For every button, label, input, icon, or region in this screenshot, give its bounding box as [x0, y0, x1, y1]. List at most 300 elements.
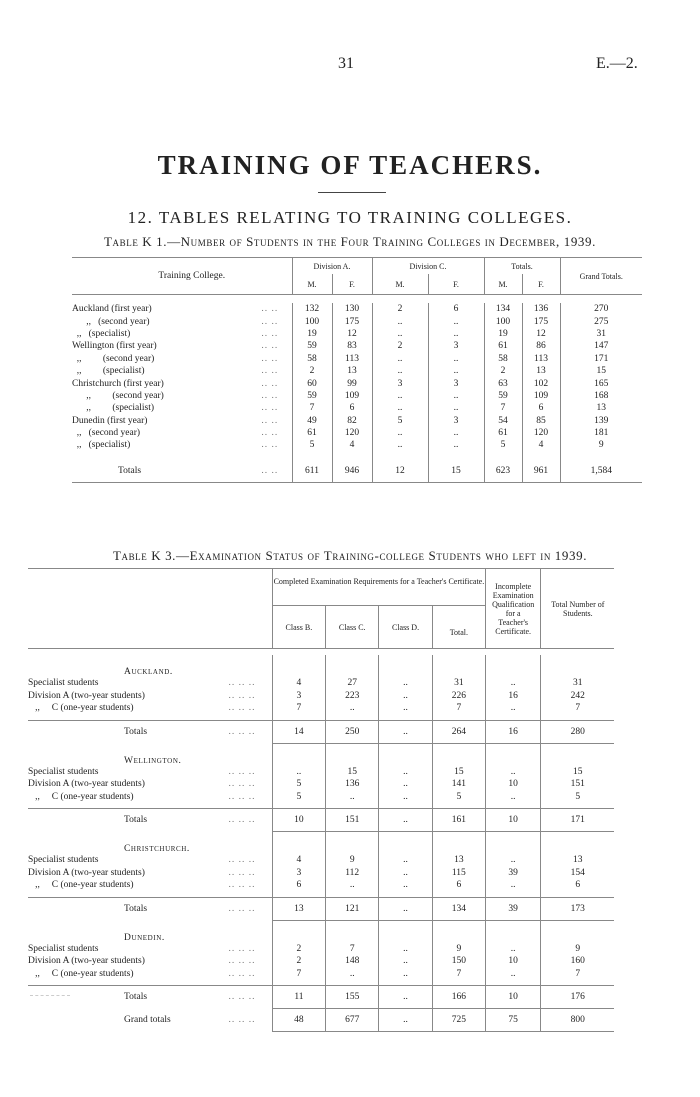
col-t-m: M.: [484, 274, 522, 295]
cell: ..: [372, 427, 428, 439]
cell: 223: [326, 690, 379, 703]
leader-dots: .. ..: [261, 403, 279, 414]
cell: 11: [272, 986, 325, 1009]
cell: [326, 743, 379, 766]
cell: 4: [272, 854, 325, 867]
cell: 49: [292, 415, 332, 427]
col-totals: Totals.: [484, 258, 560, 275]
cell: 86: [522, 340, 560, 352]
cell: [379, 655, 432, 677]
cell: 3: [428, 340, 484, 352]
col-class-d: Class D.: [379, 606, 432, 649]
table-row: [72, 377, 642, 389]
cell: 16: [486, 720, 541, 743]
section-heading: Dunedin.: [124, 932, 165, 943]
cell: [432, 920, 485, 943]
cell: 120: [522, 427, 560, 439]
cell: 9: [326, 854, 379, 867]
leader-dots: .. .. ..: [228, 867, 256, 878]
row-label: Division A (two-year students): [28, 690, 145, 701]
cell: 82: [332, 415, 372, 427]
cell: 27: [326, 677, 379, 690]
cell: 2: [372, 340, 428, 352]
cell: 13: [560, 402, 642, 414]
cell: ..: [379, 854, 432, 867]
cell: 113: [332, 353, 372, 365]
row-label: ,, (specialist): [72, 328, 131, 339]
cell: 59: [484, 390, 522, 402]
cell: [486, 655, 541, 677]
cell: ..: [379, 677, 432, 690]
cell: 121: [326, 897, 379, 920]
cell: 171: [541, 809, 615, 832]
table-row: [72, 353, 642, 365]
row-label: Christchurch (first year): [72, 378, 164, 389]
cell: 102: [522, 377, 560, 389]
cell: ..: [379, 955, 432, 968]
cell: 115: [432, 867, 485, 880]
cell: 677: [326, 1009, 379, 1032]
cell: 800: [541, 1009, 615, 1032]
cell: 961: [522, 452, 560, 483]
cell: 725: [432, 1009, 485, 1032]
col-t-f: F.: [522, 274, 560, 295]
table-row: [28, 955, 672, 968]
cell: [486, 920, 541, 943]
cell: 5: [541, 791, 615, 804]
leader-dots: .. .. ..: [228, 956, 256, 967]
cell: 5: [272, 778, 325, 791]
cell: [272, 655, 325, 677]
table-row: [72, 415, 642, 427]
cell: 59: [292, 340, 332, 352]
cell: 175: [522, 315, 560, 327]
totals-label: Totals: [118, 465, 142, 476]
cell: 100: [484, 315, 522, 327]
cell: 147: [560, 340, 642, 352]
col-class-c: Class C.: [326, 606, 379, 649]
col-a-f: F.: [332, 274, 372, 295]
cell: 5: [432, 791, 485, 804]
col-division-a: Division A.: [292, 258, 372, 275]
leader-dots: .. .. ..: [212, 720, 272, 743]
col-division-c: Division C.: [372, 258, 484, 275]
cell: 61: [484, 340, 522, 352]
cell: 134: [432, 897, 485, 920]
cell: 4: [522, 439, 560, 451]
leader-dots: .. ..: [261, 390, 279, 401]
cell: 60: [292, 377, 332, 389]
cell: ..: [379, 986, 432, 1009]
cell: [541, 655, 615, 677]
cell: [326, 655, 379, 677]
cell: ..: [326, 879, 379, 892]
cell: 2: [484, 365, 522, 377]
cell: 7: [432, 702, 485, 715]
cell: 6: [522, 402, 560, 414]
cell: 946: [332, 452, 372, 483]
page-edge-fragment: [30, 995, 70, 996]
leader-dots: .. .. ..: [228, 968, 256, 979]
cell: 6: [428, 303, 484, 315]
table-row: [28, 677, 672, 690]
cell: ..: [428, 328, 484, 340]
cell: 2: [372, 303, 428, 315]
leader-dots: .. ..: [261, 366, 279, 377]
page-title: TRAINING OF TEACHERS.: [157, 150, 543, 180]
cell: 12: [372, 452, 428, 483]
col-class-b: Class B.: [272, 606, 325, 649]
leader-dots: .. ..: [261, 341, 279, 352]
cell: 3: [428, 415, 484, 427]
cell: 6: [541, 879, 615, 892]
cell: 226: [432, 690, 485, 703]
cell: ..: [486, 766, 541, 779]
cell: 9: [560, 439, 642, 451]
cell: 16: [486, 690, 541, 703]
cell: 7: [432, 968, 485, 981]
cell: 154: [541, 867, 615, 880]
row-label: Specialist students: [28, 855, 99, 866]
table-row: [72, 439, 642, 451]
cell: ..: [326, 968, 379, 981]
cell: 12: [522, 328, 560, 340]
table-row: [28, 778, 672, 791]
row-label: ,, (second year): [72, 353, 155, 364]
row-label: Specialist students: [28, 766, 99, 777]
cell: ..: [428, 390, 484, 402]
cell: 2: [272, 943, 325, 956]
cell: 6: [332, 402, 372, 414]
table-row: [72, 427, 642, 439]
cell: ..: [486, 791, 541, 804]
cell: ..: [272, 766, 325, 779]
section-heading-row: [28, 655, 672, 677]
cell: ..: [379, 720, 432, 743]
cell: 611: [292, 452, 332, 483]
row-label: Specialist students: [28, 943, 99, 954]
cell: 3: [372, 377, 428, 389]
cell: 151: [326, 809, 379, 832]
table-row: [28, 867, 672, 880]
cell: 113: [522, 353, 560, 365]
cell: 5: [484, 439, 522, 451]
row-label: Division A (two-year students): [28, 956, 145, 967]
cell: 10: [486, 955, 541, 968]
leader-dots: .. ..: [261, 428, 279, 439]
table-row: [28, 943, 672, 956]
spacer: [212, 920, 272, 943]
totals-label: Totals: [28, 986, 212, 1009]
leader-dots: .. ..: [261, 440, 279, 451]
leader-dots: .. ..: [261, 304, 279, 315]
cell: 9: [541, 943, 615, 956]
leader-dots: .. .. ..: [228, 880, 256, 891]
cell: 136: [522, 303, 560, 315]
cell: 3: [272, 867, 325, 880]
section-heading-row: [28, 743, 672, 766]
totals-label: Totals: [28, 720, 212, 743]
cell: [432, 832, 485, 855]
cell: [486, 743, 541, 766]
cell: 19: [484, 328, 522, 340]
cell: ..: [372, 390, 428, 402]
cell: 31: [541, 677, 615, 690]
cell: 151: [541, 778, 615, 791]
cell: [272, 743, 325, 766]
col-c-f: F.: [428, 274, 484, 295]
table-row: [72, 315, 642, 327]
cell: 7: [484, 402, 522, 414]
cell: 14: [272, 720, 325, 743]
cell: 150: [432, 955, 485, 968]
col-total: Total.: [432, 606, 485, 649]
cell: ..: [379, 766, 432, 779]
row-label: Auckland (first year): [72, 304, 152, 315]
cell: 10: [486, 986, 541, 1009]
page-number: 31: [338, 55, 354, 72]
cell: 58: [484, 353, 522, 365]
cell: 155: [326, 986, 379, 1009]
cell: ..: [428, 365, 484, 377]
cell: 61: [484, 427, 522, 439]
leader-dots: .. .. ..: [228, 779, 256, 790]
cell: 6: [432, 879, 485, 892]
cell: ..: [428, 427, 484, 439]
table-row: [28, 702, 672, 715]
leader-dots: .. .. ..: [212, 897, 272, 920]
cell: 6: [272, 879, 325, 892]
cell: ..: [486, 702, 541, 715]
cell: [541, 832, 615, 855]
cell: 176: [541, 986, 615, 1009]
table-row: [28, 968, 672, 981]
cell: 7: [272, 968, 325, 981]
leader-dots: .. ..: [261, 415, 279, 426]
leader-dots: .. ..: [261, 378, 279, 389]
cell: [379, 920, 432, 943]
leader-dots: .. .. ..: [228, 943, 256, 954]
leader-dots: .. .. ..: [228, 1015, 256, 1025]
cell: 15: [541, 766, 615, 779]
row-label: Wellington (first year): [72, 341, 157, 352]
row-label: ,, (specialist): [72, 440, 131, 451]
spacer: [212, 832, 272, 855]
cell: ..: [486, 968, 541, 981]
cell: 5: [292, 439, 332, 451]
table-k3: [28, 568, 672, 1032]
cell: 31: [560, 328, 642, 340]
cell: 166: [432, 986, 485, 1009]
leader-dots: .. ..: [261, 465, 279, 476]
cell: 168: [560, 390, 642, 402]
cell: ..: [379, 968, 432, 981]
cell: 48: [272, 1009, 325, 1032]
cell: ..: [326, 791, 379, 804]
cell: 3: [428, 377, 484, 389]
col-training-college: Training College.: [72, 258, 292, 295]
row-label: ,, C (one-year students): [28, 968, 134, 979]
cell: ..: [379, 943, 432, 956]
cell: 7: [326, 943, 379, 956]
row-label: Division A (two-year students): [28, 779, 145, 790]
section-heading-row: [28, 832, 672, 855]
totals-row: [28, 897, 672, 920]
cell: 13: [272, 897, 325, 920]
grand-totals-label: Grand totals: [124, 1015, 171, 1025]
leader-dots: .. .. ..: [212, 809, 272, 832]
cell: 13: [332, 365, 372, 377]
table-row: [28, 854, 672, 867]
table-row: [28, 791, 672, 804]
cell: 280: [541, 720, 615, 743]
cell: ..: [372, 328, 428, 340]
cell: 31: [432, 677, 485, 690]
cell: 112: [326, 867, 379, 880]
cell: 181: [560, 427, 642, 439]
leader-dots: .. .. ..: [228, 703, 256, 714]
section-heading: Christchurch.: [124, 844, 190, 854]
row-label: Division A (two-year students): [28, 867, 145, 878]
cell: ..: [428, 439, 484, 451]
cell: 75: [486, 1009, 541, 1032]
title-rule: [318, 192, 386, 193]
leader-dots: .. .. ..: [228, 678, 256, 689]
cell: ..: [428, 315, 484, 327]
cell: 7: [272, 702, 325, 715]
cell: [326, 920, 379, 943]
cell: 59: [292, 390, 332, 402]
cell: 7: [292, 402, 332, 414]
cell: [379, 743, 432, 766]
table-k1: [72, 257, 642, 487]
cell: 9: [432, 943, 485, 956]
cell: ..: [379, 690, 432, 703]
cell: 275: [560, 315, 642, 327]
col-completed: Completed Examination Requirements for a Teacher's Certificate.: [272, 569, 485, 606]
table-row: [72, 328, 642, 340]
table-row: [72, 340, 642, 352]
cell: ..: [372, 365, 428, 377]
cell: 7: [541, 968, 615, 981]
cell: ..: [428, 402, 484, 414]
cell: 15: [428, 452, 484, 483]
col-grand-totals: Grand Totals.: [560, 258, 642, 295]
cell: 39: [486, 867, 541, 880]
col-incomplete: Incomplete Examination Qualification for a Teacher's Certificate.: [486, 569, 541, 649]
cell: ..: [326, 702, 379, 715]
table-row: [28, 690, 672, 703]
cell: [272, 920, 325, 943]
cell: 165: [560, 377, 642, 389]
totals-row: [28, 809, 672, 832]
cell: 58: [292, 353, 332, 365]
cell: 15: [432, 766, 485, 779]
cell: 12: [332, 328, 372, 340]
cell: 175: [332, 315, 372, 327]
row-label: ,, (second year): [72, 390, 164, 401]
cell: 83: [332, 340, 372, 352]
leader-dots: .. .. ..: [212, 986, 272, 1009]
cell: 623: [484, 452, 522, 483]
cell: 242: [541, 690, 615, 703]
cell: ..: [486, 943, 541, 956]
cell: 100: [292, 315, 332, 327]
leader-dots: .. ..: [261, 316, 279, 327]
table-k1-caption: Table K 1.—Number of Students in the Four Training Colleges in December, 1939.: [104, 234, 596, 249]
cell: 3: [272, 690, 325, 703]
section-heading-row: [28, 920, 672, 943]
cell: 264: [432, 720, 485, 743]
cell: ..: [372, 439, 428, 451]
table-row: [72, 303, 642, 315]
cell: ..: [486, 677, 541, 690]
cell: 5: [372, 415, 428, 427]
cell: ..: [379, 702, 432, 715]
cell: 120: [332, 427, 372, 439]
cell: 39: [486, 897, 541, 920]
cell: 13: [541, 854, 615, 867]
cell: 15: [326, 766, 379, 779]
cell: 85: [522, 415, 560, 427]
cell: 5: [272, 791, 325, 804]
leader-dots: .. .. ..: [228, 766, 256, 777]
leader-dots: .. .. ..: [228, 690, 256, 701]
cell: 148: [326, 955, 379, 968]
cell: [432, 743, 485, 766]
col-a-m: M.: [292, 274, 332, 295]
cell: ..: [379, 879, 432, 892]
cell: 130: [332, 303, 372, 315]
col-c-m: M.: [372, 274, 428, 295]
cell: 171: [560, 353, 642, 365]
cell: 10: [272, 809, 325, 832]
cell: ..: [379, 809, 432, 832]
spacer: [212, 743, 272, 766]
totals-row: [28, 986, 672, 1009]
row-label: ,, (specialist): [72, 366, 145, 377]
row-label: ,, (second year): [72, 428, 141, 439]
cell: [486, 832, 541, 855]
col-total-number: Total Number of Students.: [541, 569, 615, 649]
cell: ..: [486, 854, 541, 867]
cell: 10: [486, 809, 541, 832]
table-row: [28, 766, 672, 779]
row-label: Dunedin (first year): [72, 415, 148, 426]
cell: 173: [541, 897, 615, 920]
cell: 141: [432, 778, 485, 791]
row-label: ,, C (one-year students): [28, 791, 134, 802]
table-k3-caption: Table K 3.—Examination Status of Training-college Students who left in 1939.: [112, 548, 588, 563]
cell: 19: [292, 328, 332, 340]
cell: 270: [560, 303, 642, 315]
cell: 61: [292, 427, 332, 439]
cell: ..: [372, 353, 428, 365]
cell: ..: [379, 867, 432, 880]
section-heading: Wellington.: [124, 755, 182, 766]
cell: 250: [326, 720, 379, 743]
cell: 132: [292, 303, 332, 315]
cell: ..: [372, 402, 428, 414]
row-label: ,, (specialist): [72, 403, 155, 414]
cell: ..: [486, 879, 541, 892]
cell: 160: [541, 955, 615, 968]
cell: [541, 743, 615, 766]
section-title: 12. TABLES RELATING TO TRAINING COLLEGES.: [127, 208, 573, 227]
cell: 4: [332, 439, 372, 451]
cell: 4: [272, 677, 325, 690]
cell: ..: [379, 1009, 432, 1032]
